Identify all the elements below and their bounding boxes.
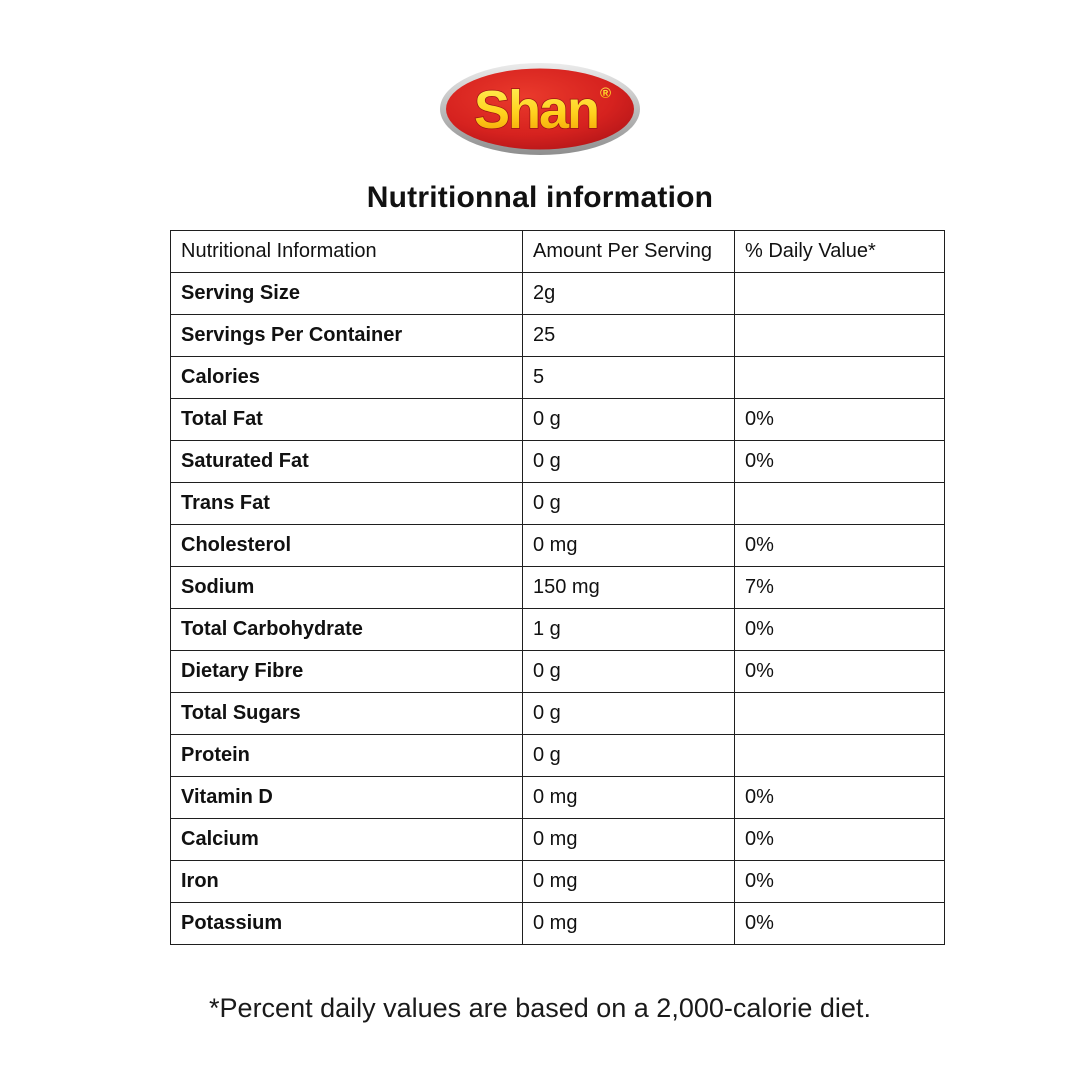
table-row xyxy=(171,735,945,777)
nutrient-amount: 1 g xyxy=(523,609,735,651)
nutrient-label: Dietary Fibre xyxy=(171,651,523,693)
table-row xyxy=(171,651,945,693)
nutrient-daily-value: 0% xyxy=(735,399,945,441)
table-row xyxy=(171,273,945,315)
table-row xyxy=(171,693,945,735)
nutrition-table xyxy=(170,230,945,945)
table-row xyxy=(171,315,945,357)
header-amount-per-serving: Amount Per Serving xyxy=(523,231,735,273)
table-row xyxy=(171,357,945,399)
table-header-row xyxy=(171,231,945,273)
page-title: Nutritionnal information xyxy=(366,181,714,214)
table-row xyxy=(171,567,945,609)
nutrient-daily-value: 0% xyxy=(735,903,945,945)
header-nutritional-information: Nutritional Information xyxy=(171,231,523,273)
nutrient-label: Serving Size xyxy=(171,273,523,315)
nutrient-amount: 0 mg xyxy=(523,525,735,567)
nutrient-amount: 0 g xyxy=(523,693,735,735)
table-row xyxy=(171,861,945,903)
nutrient-daily-value xyxy=(735,483,945,525)
nutrient-daily-value: 0% xyxy=(735,651,945,693)
nutrient-label: Total Sugars xyxy=(171,693,523,735)
table-row xyxy=(171,399,945,441)
nutrient-amount: 2g xyxy=(523,273,735,315)
nutrient-label: Trans Fat xyxy=(171,483,523,525)
shan-logo xyxy=(437,60,643,158)
nutrient-daily-value: 0% xyxy=(735,777,945,819)
table-row xyxy=(171,609,945,651)
nutrient-label: Sodium xyxy=(171,567,523,609)
nutrient-label: Iron xyxy=(171,861,523,903)
nutrient-label: Servings Per Container xyxy=(171,315,523,357)
nutrient-daily-value: 0% xyxy=(735,441,945,483)
nutrient-amount: 0 g xyxy=(523,651,735,693)
nutrient-amount: 0 g xyxy=(523,735,735,777)
footnote: *Percent daily values are based on a 2,000-calorie diet. xyxy=(209,993,871,1023)
nutrient-amount: 0 g xyxy=(523,441,735,483)
nutrient-daily-value: 7% xyxy=(735,567,945,609)
nutrient-amount: 0 mg xyxy=(523,861,735,903)
nutrient-amount: 0 g xyxy=(523,483,735,525)
table-row xyxy=(171,441,945,483)
nutrient-amount: 0 mg xyxy=(523,819,735,861)
nutrient-label: Total Fat xyxy=(171,399,523,441)
table-row xyxy=(171,777,945,819)
nutrient-amount: 0 mg xyxy=(523,903,735,945)
nutrient-daily-value xyxy=(735,315,945,357)
nutrient-daily-value: 0% xyxy=(735,819,945,861)
nutrient-amount: 5 xyxy=(523,357,735,399)
nutrient-amount: 150 mg xyxy=(523,567,735,609)
nutrient-daily-value xyxy=(735,693,945,735)
nutrient-label: Total Carbohydrate xyxy=(171,609,523,651)
nutrient-label: Vitamin D xyxy=(171,777,523,819)
nutrient-daily-value xyxy=(735,735,945,777)
table-row xyxy=(171,819,945,861)
nutrient-label: Calcium xyxy=(171,819,523,861)
table-row xyxy=(171,483,945,525)
nutrient-daily-value xyxy=(735,357,945,399)
nutrient-label: Protein xyxy=(171,735,523,777)
logo-registered-mark: ® xyxy=(600,85,612,102)
nutrient-label: Saturated Fat xyxy=(171,441,523,483)
nutrient-daily-value xyxy=(735,273,945,315)
table-row xyxy=(171,903,945,945)
nutrient-amount: 0 mg xyxy=(523,777,735,819)
nutrient-daily-value: 0% xyxy=(735,609,945,651)
nutrient-label: Calories xyxy=(171,357,523,399)
nutrient-amount: 25 xyxy=(523,315,735,357)
table-row xyxy=(171,525,945,567)
nutrient-label: Potassium xyxy=(171,903,523,945)
shan-logo-icon xyxy=(437,60,643,158)
nutrient-daily-value: 0% xyxy=(735,525,945,567)
nutrient-amount: 0 g xyxy=(523,399,735,441)
logo-brand-text: Shan xyxy=(473,80,599,140)
nutrient-label: Cholesterol xyxy=(171,525,523,567)
nutrient-daily-value: 0% xyxy=(735,861,945,903)
header-daily-value: % Daily Value* xyxy=(735,231,945,273)
